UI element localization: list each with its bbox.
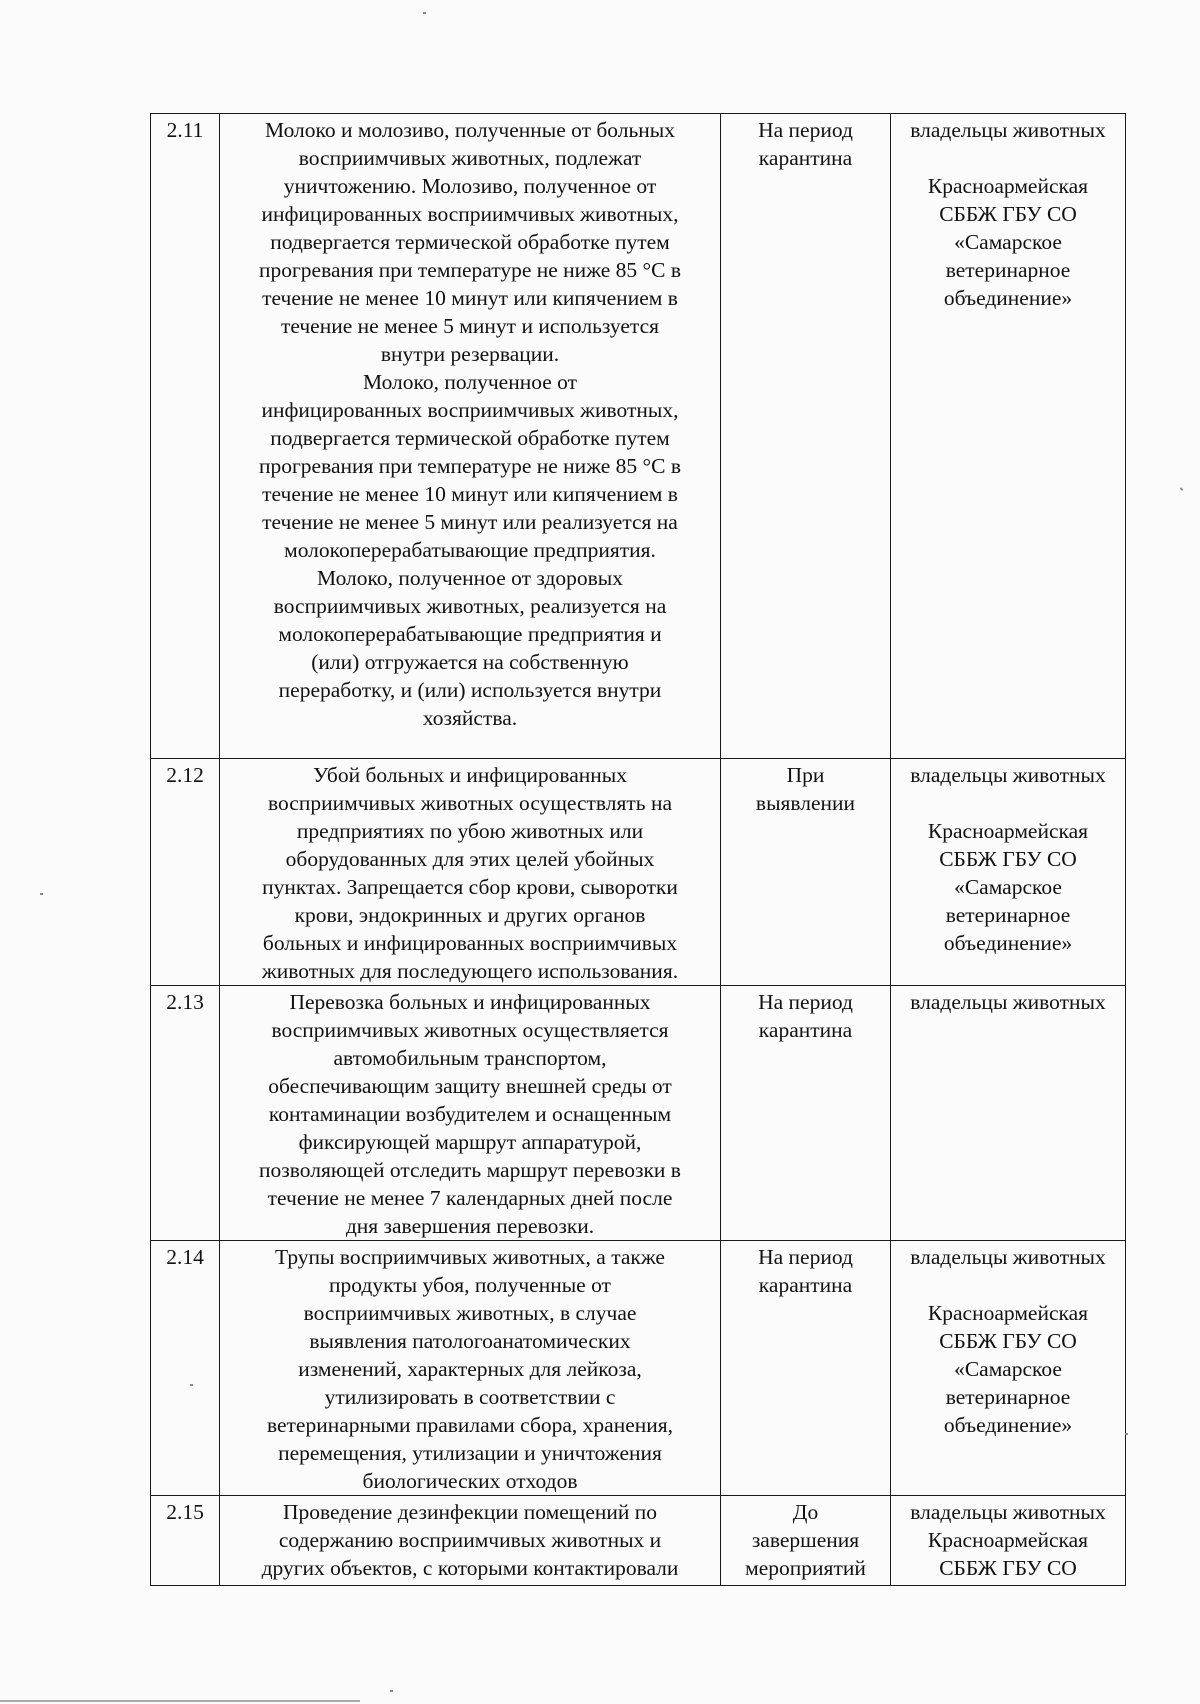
responsible-primary: владельцы животных: [910, 990, 1106, 1014]
table-row: [151, 1241, 1126, 1496]
measure-paragraph: Молоко, полученное от здоровых восприимчивых животных, реализуется на молокоперерабатывающие предприятия и (или) отгружается на собственную переработку, и (или) используется внутри хозяйства.: [273, 566, 667, 730]
row-number: 2.12: [151, 759, 220, 986]
table-row: [151, 114, 1126, 759]
measure-paragraph: Молоко, полученное от инфицированных восприимчивых животных, подвергается термической обработке путем прогревания при температуре не ниже 85 °С в течение не менее 10 минут или кипячением в течение не менее 5 минут или реализуется на молокоперерабатывающие предприятия.: [258, 370, 682, 562]
term-text: На период карантина: [758, 118, 853, 170]
responsible-cell: [891, 1496, 1126, 1586]
responsible-secondary: Красноармейская СББЖ ГБУ СО «Самарское ветеринарное объединение»: [927, 174, 1089, 310]
measure-text: [220, 1496, 721, 1586]
row-number: 2.13: [151, 986, 220, 1241]
responsible-secondary: Красноармейская СББЖ ГБУ СО «Самарское ветеринарное объединение»: [927, 819, 1089, 955]
row-number: 2.14: [151, 1241, 220, 1496]
measure-paragraph: Перевозка больных и инфицированных восприимчивых животных осуществляется автомобильным транспортом, обеспечивающим защиту внешней среды от контаминации возбудителем и оснащенным фиксирующей маршрут аппаратурой, позволяющей отследить маршрут перевозки в течение не менее 7 календарных дней после дня завершения перевозки.: [259, 990, 681, 1238]
responsible-primary: владельцы животных: [910, 1245, 1106, 1269]
table-row: [151, 986, 1126, 1241]
responsible-cell: [891, 759, 1126, 986]
responsible-secondary: Красноармейская СББЖ ГБУ СО «Самарское ветеринарное объединение»: [927, 1301, 1089, 1437]
term-text: На период карантина: [758, 990, 853, 1042]
term-cell: [721, 986, 891, 1241]
scan-speck: [390, 1690, 393, 1692]
responsible-secondary: Красноармейская СББЖ ГБУ СО: [927, 1528, 1089, 1580]
responsible-cell: [891, 114, 1126, 759]
table-row: [151, 1496, 1126, 1586]
responsible-primary: владельцы животных: [910, 1500, 1106, 1524]
scan-speck: [1125, 1433, 1128, 1435]
measure-text: [220, 986, 721, 1241]
responsible-cell: [891, 986, 1126, 1241]
measure-paragraph: Молоко и молозиво, полученные от больных восприимчивых животных, подлежат уничтожению. Молозиво, полученное от инфицированных восприимчивых животных, подвергается термической обработке путем прогревания при температуре не ниже 85 °С в течение не менее 10 минут или кипячением в течение не менее 5 минут и используется внутри резервации.: [258, 118, 682, 366]
scan-speck: [1180, 487, 1184, 490]
measure-text: [220, 759, 721, 986]
responsible-primary: владельцы животных: [910, 763, 1106, 787]
term-text: До завершения мероприятий: [745, 1500, 866, 1580]
term-cell: [721, 1496, 891, 1586]
row-number: 2.11: [151, 114, 220, 759]
scan-speck: [40, 893, 43, 895]
responsible-primary: владельцы животных: [910, 118, 1106, 142]
measure-paragraph: Убой больных и инфицированных восприимчивых животных осуществлять на предприятиях по убою животных или оборудованных для этих целей убойных пунктах. Запрещается сбор крови, сыворотки крови, эндокринных и других органов больных и инфицированных восприимчивых животных для последующего использования.: [261, 763, 679, 983]
term-cell: [721, 759, 891, 986]
measure-text: [220, 114, 721, 759]
measure-text: [220, 1241, 721, 1496]
term-text: При выявлении: [755, 763, 856, 815]
scan-speck: [423, 12, 426, 14]
measure-paragraph: Трупы восприимчивых животных, а также продукты убоя, полученные от восприимчивых животных, в случае выявления патологоанатомических изменений, характерных для лейкоза, утилизировать в соответствии с ветеринарными правилами сбора, хранения, перемещения, утилизации и уничтожения биологических отходов: [266, 1245, 674, 1493]
term-text: На период карантина: [758, 1245, 853, 1297]
measure-paragraph: Проведение дезинфекции помещений по содержанию восприимчивых животных и других объектов, с которыми контактировали: [261, 1500, 679, 1580]
scan-edge-line: [0, 1700, 360, 1702]
scan-speck: [190, 1384, 193, 1386]
table-row: [151, 759, 1126, 986]
term-cell: [721, 1241, 891, 1496]
row-number: 2.15: [151, 1496, 220, 1586]
responsible-cell: [891, 1241, 1126, 1496]
measures-table: [150, 113, 1126, 1586]
term-cell: [721, 114, 891, 759]
